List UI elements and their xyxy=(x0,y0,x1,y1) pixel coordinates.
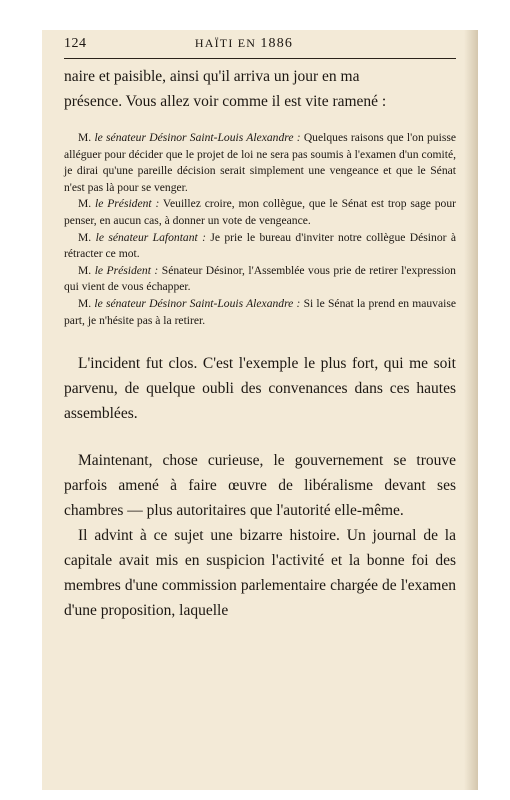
running-head-title: HAÏTI EN xyxy=(194,36,257,50)
speech-text: Veuillez croire, mon collègue, que le Sénat est trop sage pour penser, en aucun cas, à donner un vote de vengeance. xyxy=(64,197,456,227)
running-head xyxy=(64,36,424,52)
debate-entry xyxy=(64,296,456,329)
debate-entry xyxy=(64,230,456,263)
speaker-title: M. xyxy=(78,197,92,211)
debate-entry xyxy=(64,263,456,296)
speaker-name: le Président : xyxy=(94,263,159,277)
debate-transcript xyxy=(64,130,456,329)
speech-text: Je prie le bureau d'inviter notre collègue Désinor à rétracter ce mot. xyxy=(64,230,456,261)
page-header xyxy=(64,36,456,56)
page-body xyxy=(64,64,456,623)
speaker-title: M. xyxy=(78,230,92,244)
spacer xyxy=(64,426,456,448)
speaker-name: le sénateur Lafontant : xyxy=(95,230,206,244)
header-rule xyxy=(64,58,456,59)
running-head-year: 1886 xyxy=(260,36,294,51)
spacer xyxy=(64,329,456,351)
opening-line-1: naire et paisible, ainsi qu'il arriva un jour en ma xyxy=(64,68,360,85)
speaker-name: le Président : xyxy=(95,197,160,211)
speech-text: Quelques raisons que l'on puisse alléguer pour décider que le projet de loi ne sera pas soumis à l'examen d'un comité, je dirai qu'une pareille décision serait simplement une vengeance et que le Sénat n'est pas là pour se venger. xyxy=(64,131,456,194)
speaker-name: le sénateur Désinor Saint-Louis Alexandre : xyxy=(94,131,301,144)
speaker-title: M. xyxy=(78,131,92,144)
opening-line-2: présence. Vous allez voir comme il est vite ramené : xyxy=(64,93,387,110)
paragraph-incident: L'incident fut clos. C'est l'exemple le plus fort, qui me soit parvenu, de quelque oubli des convenances dans ces hautes assemblées. xyxy=(64,355,456,423)
paragraph-histoire: Il advint à ce sujet une bizarre histoire. Un journal de la capitale avait mis en suspicion l'activité et la bonne foi des membres d'une commission parlementaire chargée de l'examen d'une proposition, laquelle xyxy=(64,527,456,620)
page-spine-shadow xyxy=(464,30,478,790)
speaker-name: le sénateur Désinor Saint-Louis Alexandre : xyxy=(94,296,301,310)
spacer xyxy=(64,114,456,130)
speaker-title: M. xyxy=(78,263,92,277)
page-number: 124 xyxy=(64,36,87,51)
speech-text: Si le Sénat la prend en mauvaise part, je n'hésite pas à la retirer. xyxy=(64,296,456,327)
debate-entry xyxy=(64,196,456,229)
debate-entry xyxy=(64,130,456,196)
speaker-title: M. xyxy=(78,296,92,310)
paragraph-maintenant: Maintenant, chose curieuse, le gouvernement se trouve parfois amené à faire œuvre de libéralisme devant ses chambres — plus autoritaires que l'autorité elle-même. xyxy=(64,452,456,520)
speech-text: Sénateur Désinor, l'Assemblée vous prie de retirer l'expression qui vient de vous échapper. xyxy=(64,263,456,294)
